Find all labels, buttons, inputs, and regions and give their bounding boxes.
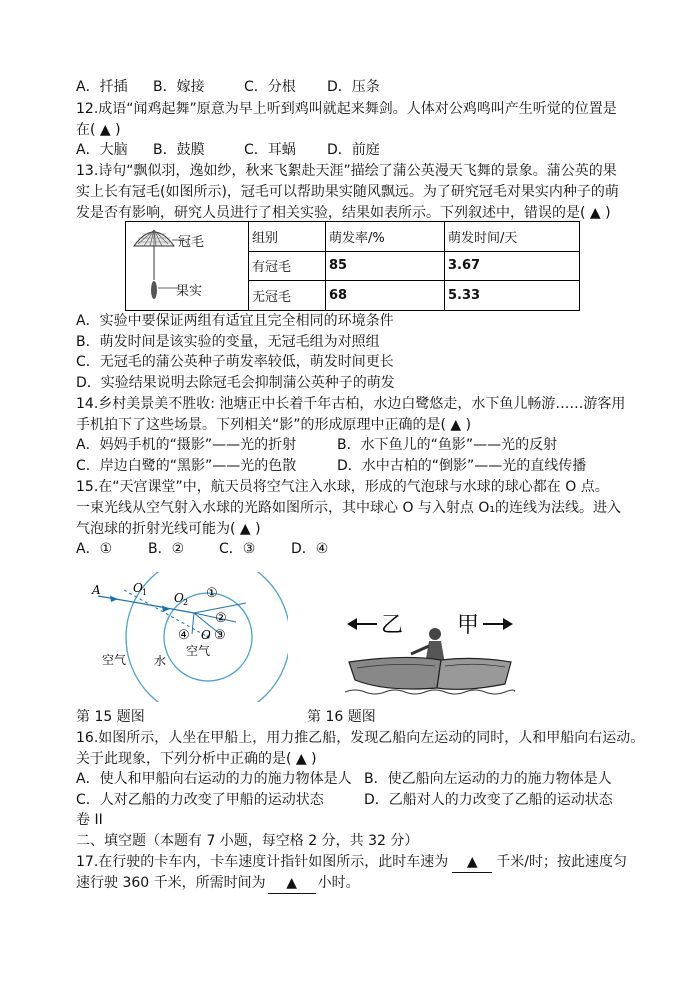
table-header-group: 组别 [249,222,326,252]
boat-yi-label: 乙 [381,613,404,638]
q11-option-a: A．扦插 [76,79,128,95]
q14-stem-line2: 手机拍下了这些场景。下列相关“影”的形成原理中正确的是( ▲ ) [76,417,472,433]
ray-label-4: ④ [178,628,190,643]
point-o2-subscript: 2 [183,598,189,607]
q13-option-d: D．实验结果说明去除冠毛会抑制蒲公英种子的萌发 [76,375,395,391]
q13-stem-line1: 13.诗句“飘似羽，逸如纱，秋来飞絮赴天涯”描绘了蒲公英漫天飞舞的景象。蒲公英的果 [76,163,617,179]
q16-option-b: B．使乙船向左运动的力的施力物体是人 [364,771,612,787]
q15-stem-line2: 一束光线从空气射入水球的光路如图所示，其中球心 O 与入射点 O₁的连线为法线。进入 [76,500,621,516]
q14-option-b: B．水下鱼儿的“鱼影”——光的反射 [337,437,558,453]
incident-ray [98,596,139,603]
q15-option-b: B．② [148,541,185,557]
pappus-icon [134,230,174,246]
answer-blank[interactable]: ▲ [452,852,492,873]
q11-option-d: D．压条 [327,79,380,95]
q16-figure-caption: 第 16 题图 [307,709,376,725]
q17-stem-line2 [76,873,360,893]
table-header-time: 萌发时间/天 [445,222,580,252]
q14-stem-line1: 14.乡村美景美不胜收: 池塘正中长着千年古柏，水边白鹭悠走，水下鱼儿畅游……游客用 [76,396,626,412]
point-o1-label: O [133,581,143,595]
q16-option-a: A．使人和甲船向右运动的力的施力物体是人 [76,771,352,787]
q15-stem-line3: 气泡球的折射光线可能为( ▲ ) [76,521,261,537]
q15-figure-caption: 第 15 题图 [76,709,145,725]
q14-option-a: A．妈妈手机的“摄影”——光的折射 [76,437,297,453]
q13-option-a: A．实验中要保证两组有适宜且完全相同的环境条件 [76,313,394,329]
q14-option-c: C．岸边白鹭的“黑影”——光的色散 [76,458,297,474]
q13-option-c: C．无冠毛的蒲公英种子萌发率较低，萌发时间更长 [76,354,394,370]
ray-label-2: ② [215,611,227,626]
q16-stem-line2: 关于此现象，下列分析中正确的是( ▲ ) [76,751,317,767]
q12-option-c: C．耳蜗 [244,142,296,158]
center-o-label: O [201,628,211,642]
water-label: 水 [154,654,167,668]
table-cell: 85 [326,251,445,281]
boat-icon [349,657,511,689]
q16-option-c: C．人对乙船的力改变了甲船的运动状态 [76,792,324,808]
point-o2-label: O [174,591,184,605]
table-cell: 5.33 [445,281,580,311]
table-cell: 无冠毛 [249,281,326,311]
q17-stem-line1 [76,852,627,872]
ray-4 [192,613,194,634]
q13-figure-cell [126,222,249,311]
bubble-air-label: 空气 [186,644,211,658]
boat-jia-label: 甲 [457,613,480,638]
q13-stem-line3: 发是否有影响，研究人员进行了相关实验，结果如表所示。下列叙述中，错误的是( ▲ ) [76,205,611,221]
q17-text: 千米/时；按此速度匀 [496,854,627,870]
achene-icon [151,281,157,299]
q15-stem-line1: 15.在“天宫课堂”中，航天员将空气注入水球，形成的气泡球与水球的球心都在 O 点。 [76,479,609,495]
pappus-label: 冠毛 [178,235,205,250]
q13-option-b: B．萌发时间是该实验的变量，无冠毛组为对照组 [76,334,380,350]
volume-heading: 卷 II [76,812,103,828]
table-cell: 有冠毛 [249,251,326,281]
q15-light-path-figure [88,572,288,702]
q17-text: 速行驶 360 千米，所需时间为 [76,875,266,891]
section-title: 二、填空题（本题有 7 小题，每空格 2 分，共 32 分） [76,833,419,849]
q12-option-b: B．鼓膜 [153,142,205,158]
q16-boats-figure [345,604,515,698]
point-o1-subscript: 1 [142,588,148,597]
point-a-label: A [92,583,101,597]
q16-option-d: D．乙船对人的力改变了乙船的运动状态 [364,792,613,808]
q15-option-d: D．④ [291,541,329,557]
q16-stem-line1: 16.如图所示，人坐在甲船上，用力推乙船，发现乙船向左运动的同时，人和甲船向右运动。 [76,730,645,746]
q12-stem-line1: 12.成语“闻鸡起舞”原意为早上听到鸡叫就起来舞剑。人体对公鸡鸣叫产生听觉的位置是 [76,101,617,117]
table-header-rate: 萌发率/% [326,222,445,252]
ray-label-3: ③ [214,628,226,643]
table-cell: 3.67 [445,251,580,281]
q17-text: 17.在行驶的卡车内，卡车速度计指针如图所示，此时车速为 [76,854,449,870]
q13-stem-line2: 实上长有冠毛(如图所示)，冠毛可以帮助果实随风飘远。为了研究冠毛对果实内种子的萌 [76,184,619,200]
ray-label-1: ① [206,586,218,601]
q12-option-a: A．大脑 [76,142,128,158]
q11-option-c: C．分根 [244,79,296,95]
q15-option-c: C．③ [219,541,256,557]
q13-results-table [125,221,580,311]
table-cell: 68 [326,281,445,311]
fruit-label: 果实 [176,284,203,299]
outer-air-label: 空气 [102,653,127,667]
q12-stem-line2: 在( ▲ ) [76,122,121,138]
q14-option-d: D．水中古柏的“倒影”——光的直线传播 [337,458,587,474]
q11-option-b: B．嫁接 [153,79,205,95]
q15-option-a: A．① [76,541,113,557]
q12-option-d: D．前庭 [327,142,380,158]
answer-blank[interactable]: ▲ [268,873,316,894]
q17-text: 小时。 [317,875,360,891]
